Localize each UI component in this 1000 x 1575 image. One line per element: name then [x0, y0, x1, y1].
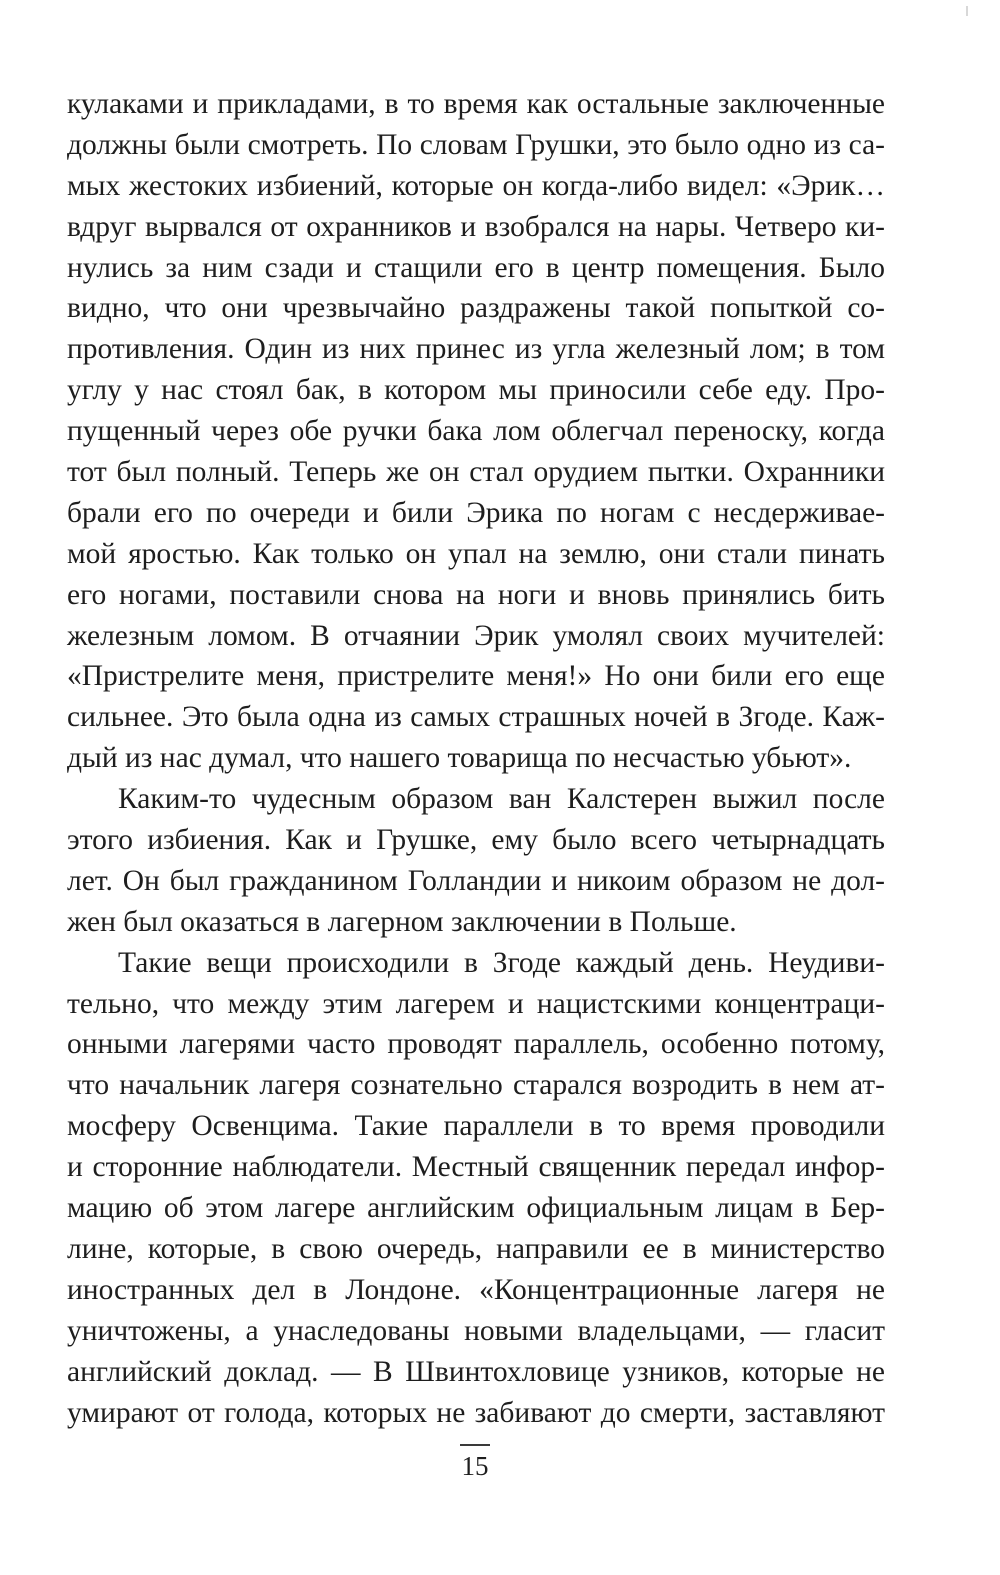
text-line: видно, что они чрезвычайно раздражены такой попыткой со-: [67, 292, 885, 325]
text-line: лине, которые, в свою очередь, направили ее в министерство: [67, 1232, 885, 1265]
text-line: и сторонние наблюдатели. Местный священник передал инфор-: [67, 1151, 885, 1184]
text-line: этого избиения. Как и Грушке, ему было всего четырнадцать: [67, 824, 885, 857]
text-line: сильнее. Это была одна из самых страшных ночей в Згоде. Каж-: [67, 701, 885, 734]
text-line: брали его по очереди и били Эрика по ногам с несдерживае-: [67, 496, 885, 529]
text-line: кулаками и прикладами, в то время как остальные заключенные: [67, 88, 885, 120]
text-line: тельно, что между этим лагерем и нацистскими концентраци-: [67, 987, 885, 1020]
text-line: английский доклад. — В Швинтохловице узников, которые не: [67, 1355, 885, 1388]
text-line: противления. Один из них принес из угла железный лом; в том: [67, 333, 885, 366]
text-line: вдруг вырвался от охранников и взобрался на нары. Четверо ки-: [67, 210, 885, 243]
text-line: мацию об этом лагере английским официальным лицам в Бер-: [67, 1192, 885, 1225]
text-line: его ногами, поставили снова на ноги и вновь принялись бить: [67, 578, 885, 611]
page-number: 15: [461, 1451, 489, 1481]
text-line: онными лагерями часто проводят параллель, особенно потому,: [67, 1028, 885, 1061]
text-line: мосферу Освенцима. Такие параллели в то время проводили: [67, 1110, 885, 1143]
text-line: нулись за ним сзади и стащили его в центр помещения. Было: [67, 251, 885, 284]
text-line: железным ломом. В отчаянии Эрик умолял своих мучителей:: [67, 619, 885, 652]
text-line: жен был оказаться в лагерном заключении в Польше.: [67, 905, 737, 938]
text-line: иностранных дел в Лондоне. «Концентрационные лагеря не: [67, 1273, 885, 1306]
text-line: должны были смотреть. По словам Грушки, это было одно из са-: [67, 128, 885, 161]
text-line: «Пристрелите меня, пристрелите меня!» Но они били его еще: [67, 660, 885, 693]
text-line: что начальник лагеря сознательно старался возродить в нем ат-: [67, 1069, 885, 1102]
text-line: дый из нас думал, что нашего товарища по несчастью убьют».: [67, 742, 852, 775]
text-line: Каким-то чудесным образом ван Калстерен выжил после: [118, 783, 885, 816]
text-line: умирают от голода, которых не забивают до смерти, заставляют: [67, 1396, 885, 1429]
body-text: [67, 84, 885, 1433]
text-line: лет. Он был гражданином Голландии и никоим образом не дол-: [67, 864, 885, 897]
text-line: мых жестоких избиений, которые он когда-либо видел: «Эрик…: [67, 169, 885, 202]
text-line: мой яростью. Как только он упал на землю, они стали пинать: [67, 537, 885, 570]
text-line: тот был полный. Теперь же он стал орудием пытки. Охранники: [67, 456, 885, 489]
scan-speck: [966, 6, 968, 16]
text-line: уничтожены, а унаследованы новыми владельцами, — гласит: [67, 1314, 885, 1347]
text-line: Такие вещи происходили в Згоде каждый день. Неудиви-: [118, 946, 885, 979]
text-line: углу у нас стоял бак, в котором мы приносили себе еду. Про-: [67, 374, 885, 407]
text-line: пущенный через обе ручки бака лом облегчал переноску, когда: [67, 415, 885, 448]
